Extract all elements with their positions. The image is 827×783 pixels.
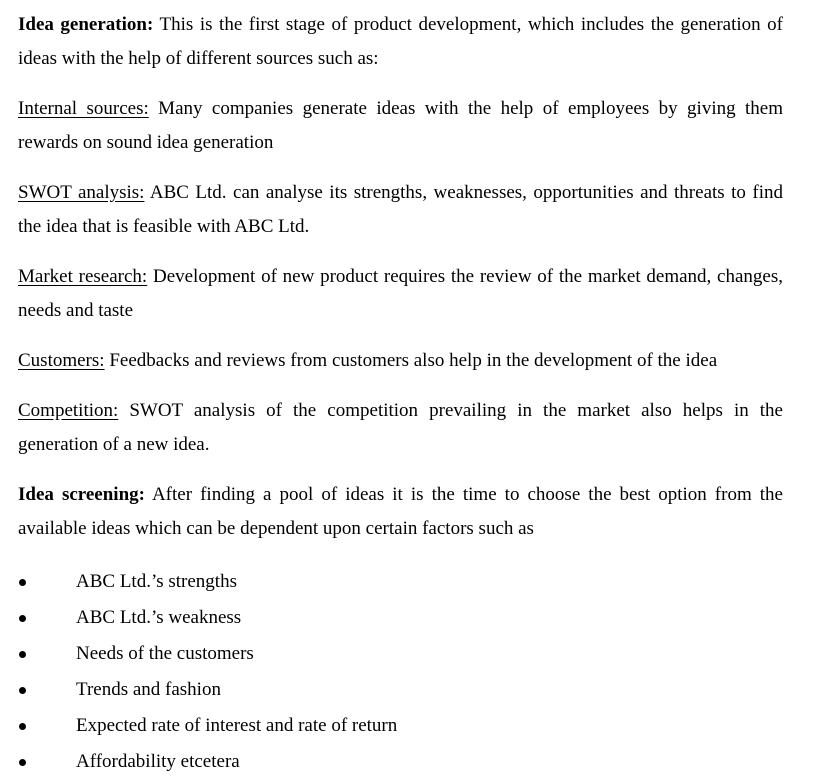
list-item [18,744,783,780]
list-item [18,636,783,672]
list-item-text: Needs of the customers [76,643,254,664]
bullet-icon [19,579,26,586]
list-item [18,600,783,636]
screening-factors-list [18,564,783,780]
bullet-icon [19,723,26,730]
document-body [18,8,783,778]
bullet-icon [19,759,26,766]
paragraph-competition [18,394,783,462]
list-item [18,708,783,744]
text-idea-generation: This is the first stage of product development, which includes the generation of ideas with the help of different sources such as: [18,14,783,69]
term-customers: Customers: [18,350,105,371]
term-swot-analysis: SWOT analysis: [18,182,145,203]
term-idea-generation: Idea generation: [18,14,154,35]
text-market-research: Development of new product requires the review of the market demand, changes, needs and taste [18,266,783,321]
paragraph-internal-sources [18,92,783,160]
term-idea-screening: Idea screening: [18,484,145,505]
paragraph-market-research [18,260,783,328]
term-market-research: Market research: [18,266,148,287]
list-item-text: Trends and fashion [76,679,221,700]
list-item-text: ABC Ltd.’s strengths [76,571,237,592]
term-internal-sources: Internal sources: [18,98,149,119]
bullet-icon [19,651,26,658]
paragraph-customers [18,344,783,378]
term-competition: Competition: [18,400,119,421]
list-item-text: Affordability etcetera [76,751,240,772]
bullet-icon [19,687,26,694]
list-item-text: ABC Ltd.’s weakness [76,607,242,628]
text-idea-screening: After finding a pool of ideas it is the time to choose the best option from the available ideas which can be dependent upon certain factors such as [18,484,783,539]
text-swot-analysis: ABC Ltd. can analyse its strengths, weaknesses, opportunities and threats to find the idea that is feasible with ABC Ltd. [18,182,783,237]
bullet-icon [19,615,26,622]
list-item-text: Expected rate of interest and rate of return [76,715,398,736]
paragraph-swot-analysis [18,176,783,244]
list-item [18,672,783,708]
paragraph-idea-screening [18,478,783,546]
text-competition: SWOT analysis of the competition prevailing in the market also helps in the generation of a new idea. [18,400,783,455]
list-item [18,564,783,600]
text-customers: Feedbacks and reviews from customers also help in the development of the idea [104,350,718,371]
text-internal-sources: Many companies generate ideas with the help of employees by giving them rewards on sound idea generation [18,98,783,153]
paragraph-idea-generation [18,8,783,76]
